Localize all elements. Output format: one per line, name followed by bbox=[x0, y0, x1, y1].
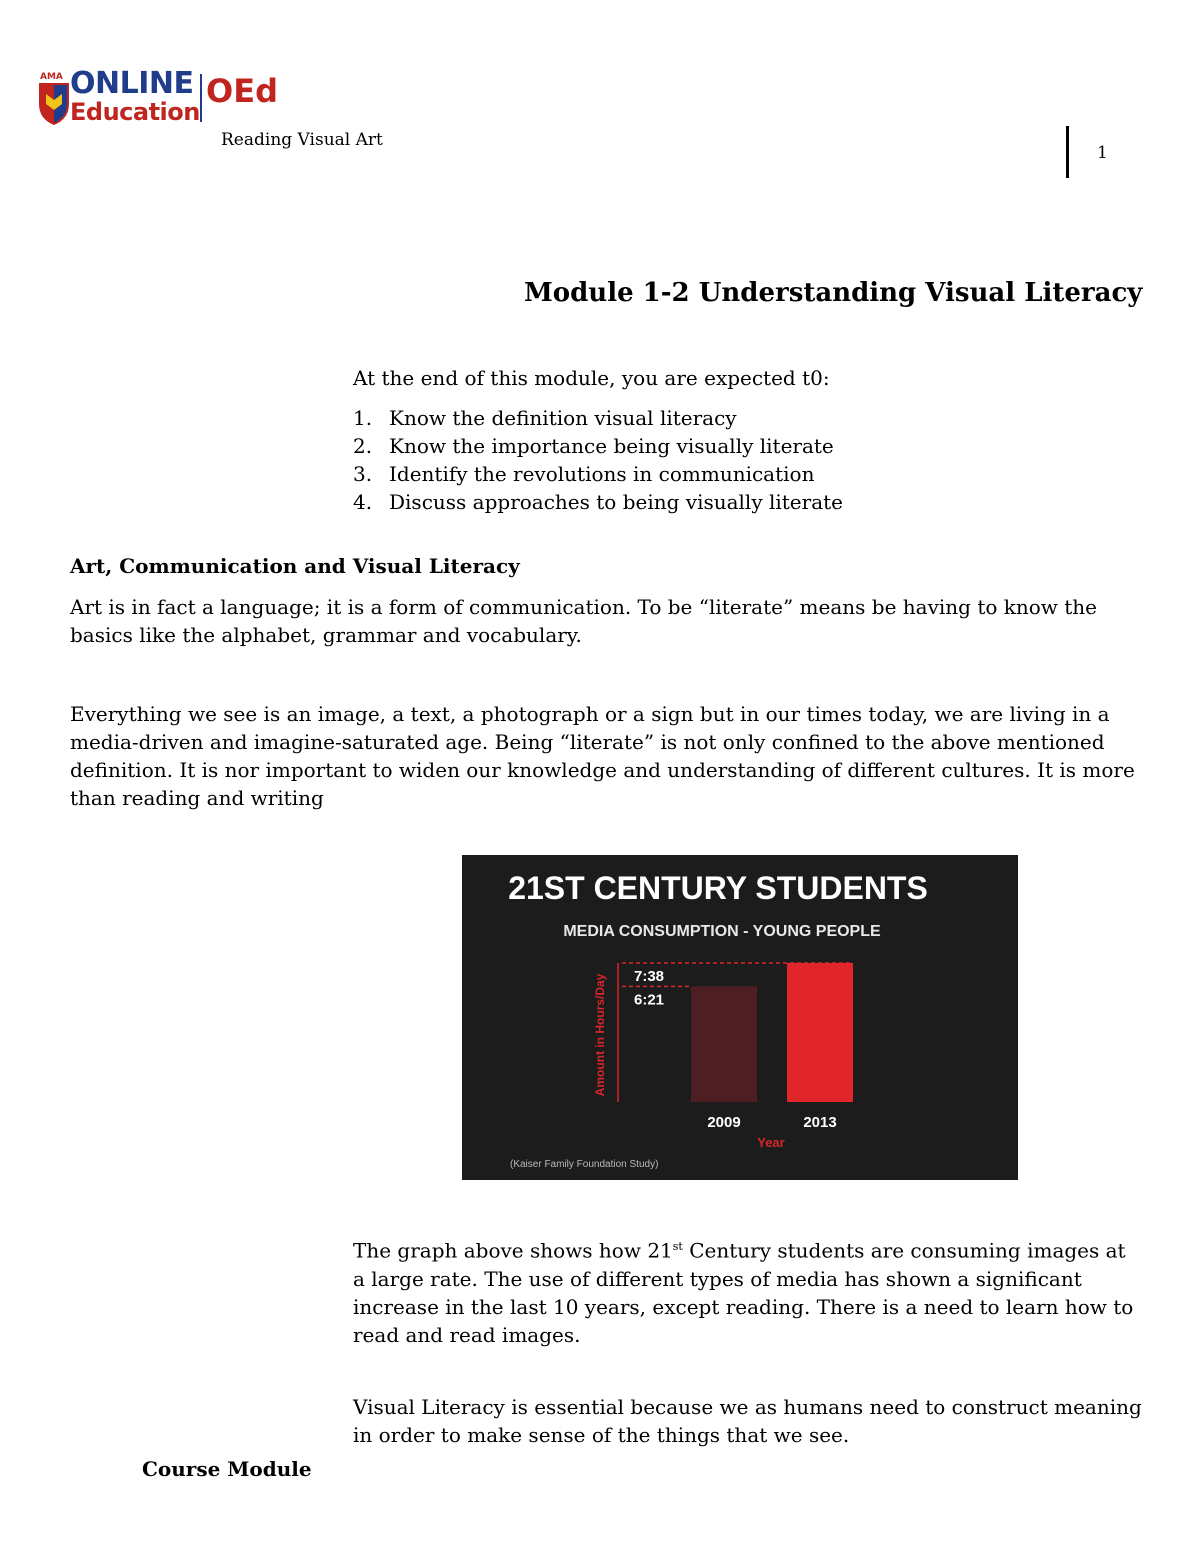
chart-y-axis-label: Amount in Hours/Day bbox=[593, 973, 607, 1097]
chart-bar bbox=[787, 963, 853, 1102]
paragraph-art-language: Art is in fact a language; it is a form of communication. To be “literate” means be having to know the basics like the alphabet, grammar and vocabulary. bbox=[70, 595, 1098, 647]
visual-literacy-paragraph: Visual Literacy is essential because we as humans need to construct meaning in order to make sense of the things that we see. bbox=[353, 1395, 1142, 1447]
chart-value-label: 7:38 bbox=[634, 968, 665, 985]
chart-value-label: 6:21 bbox=[634, 991, 665, 1009]
objective-item bbox=[353, 488, 843, 516]
chart-subtitle: MEDIA CONSUMPTION - YOUNG PEOPLE bbox=[563, 923, 881, 940]
objective-number: 2. bbox=[353, 434, 373, 458]
objective-number: 1. bbox=[353, 406, 373, 430]
module-title: Module 1-2 Understanding Visual Literacy bbox=[524, 278, 1143, 308]
objective-text: Discuss approaches to being visually literate bbox=[389, 490, 844, 514]
logo-education-text: Education bbox=[70, 98, 200, 126]
graph-description-part1: The graph above shows how 21 bbox=[353, 1238, 673, 1263]
ordinal-suffix: st bbox=[672, 1240, 683, 1253]
chart-title: 21ST CENTURY STUDENTS bbox=[508, 870, 928, 906]
section-heading: Art, Communication and Visual Literacy bbox=[70, 554, 520, 578]
objective-text: Identify the revolutions in communication bbox=[389, 462, 815, 486]
footer-course-module: Course Module bbox=[142, 1457, 312, 1481]
logo-divider bbox=[200, 74, 202, 122]
chart-category-label: 2013 bbox=[803, 1114, 837, 1131]
graph-description bbox=[353, 1233, 1143, 1349]
chart-category-label: 2009 bbox=[707, 1114, 741, 1131]
logo-mark: AMA bbox=[40, 72, 63, 82]
paragraph-media-age: Everything we see is an image, a text, a photograph or a sign but in our times today, we are living in a media-driven and imagine-saturated age. Being “literate” is not only confined to the above mentioned definition. It is nor important to widen our knowledge and understanding of different cultures. It is more than reading and writing bbox=[70, 702, 1135, 810]
objective-item bbox=[353, 404, 843, 432]
objective-item bbox=[353, 460, 843, 488]
chart-x-axis-label: Year bbox=[757, 1135, 785, 1150]
chart-svg bbox=[462, 855, 1018, 1180]
page-number-rule bbox=[1066, 126, 1069, 178]
objectives-list bbox=[353, 404, 843, 516]
media-consumption-chart bbox=[462, 855, 1018, 1180]
objectives-intro: At the end of this module, you are expected t0: bbox=[353, 366, 830, 390]
objective-number: 4. bbox=[353, 490, 373, 514]
page-number: 1 bbox=[1097, 143, 1108, 163]
chart-source: (Kaiser Family Foundation Study) bbox=[510, 1159, 659, 1170]
logo bbox=[38, 66, 278, 130]
objective-item bbox=[353, 432, 843, 460]
objective-text: Know the importance being visually literate bbox=[389, 434, 834, 458]
graph-description-part2: Century students are consuming images at a large rate. The use of different types of media has shown a significant increase in the last 10 years, except reading. There is a need to learn how to read and read images. bbox=[353, 1238, 1134, 1347]
logo-oed-text: OEd bbox=[206, 72, 278, 110]
logo-online-text: ONLINE bbox=[70, 66, 194, 101]
chart-bar bbox=[691, 986, 757, 1102]
objective-text: Know the definition visual literacy bbox=[389, 406, 737, 430]
objective-number: 3. bbox=[353, 462, 373, 486]
header-title: Reading Visual Art bbox=[221, 130, 383, 150]
